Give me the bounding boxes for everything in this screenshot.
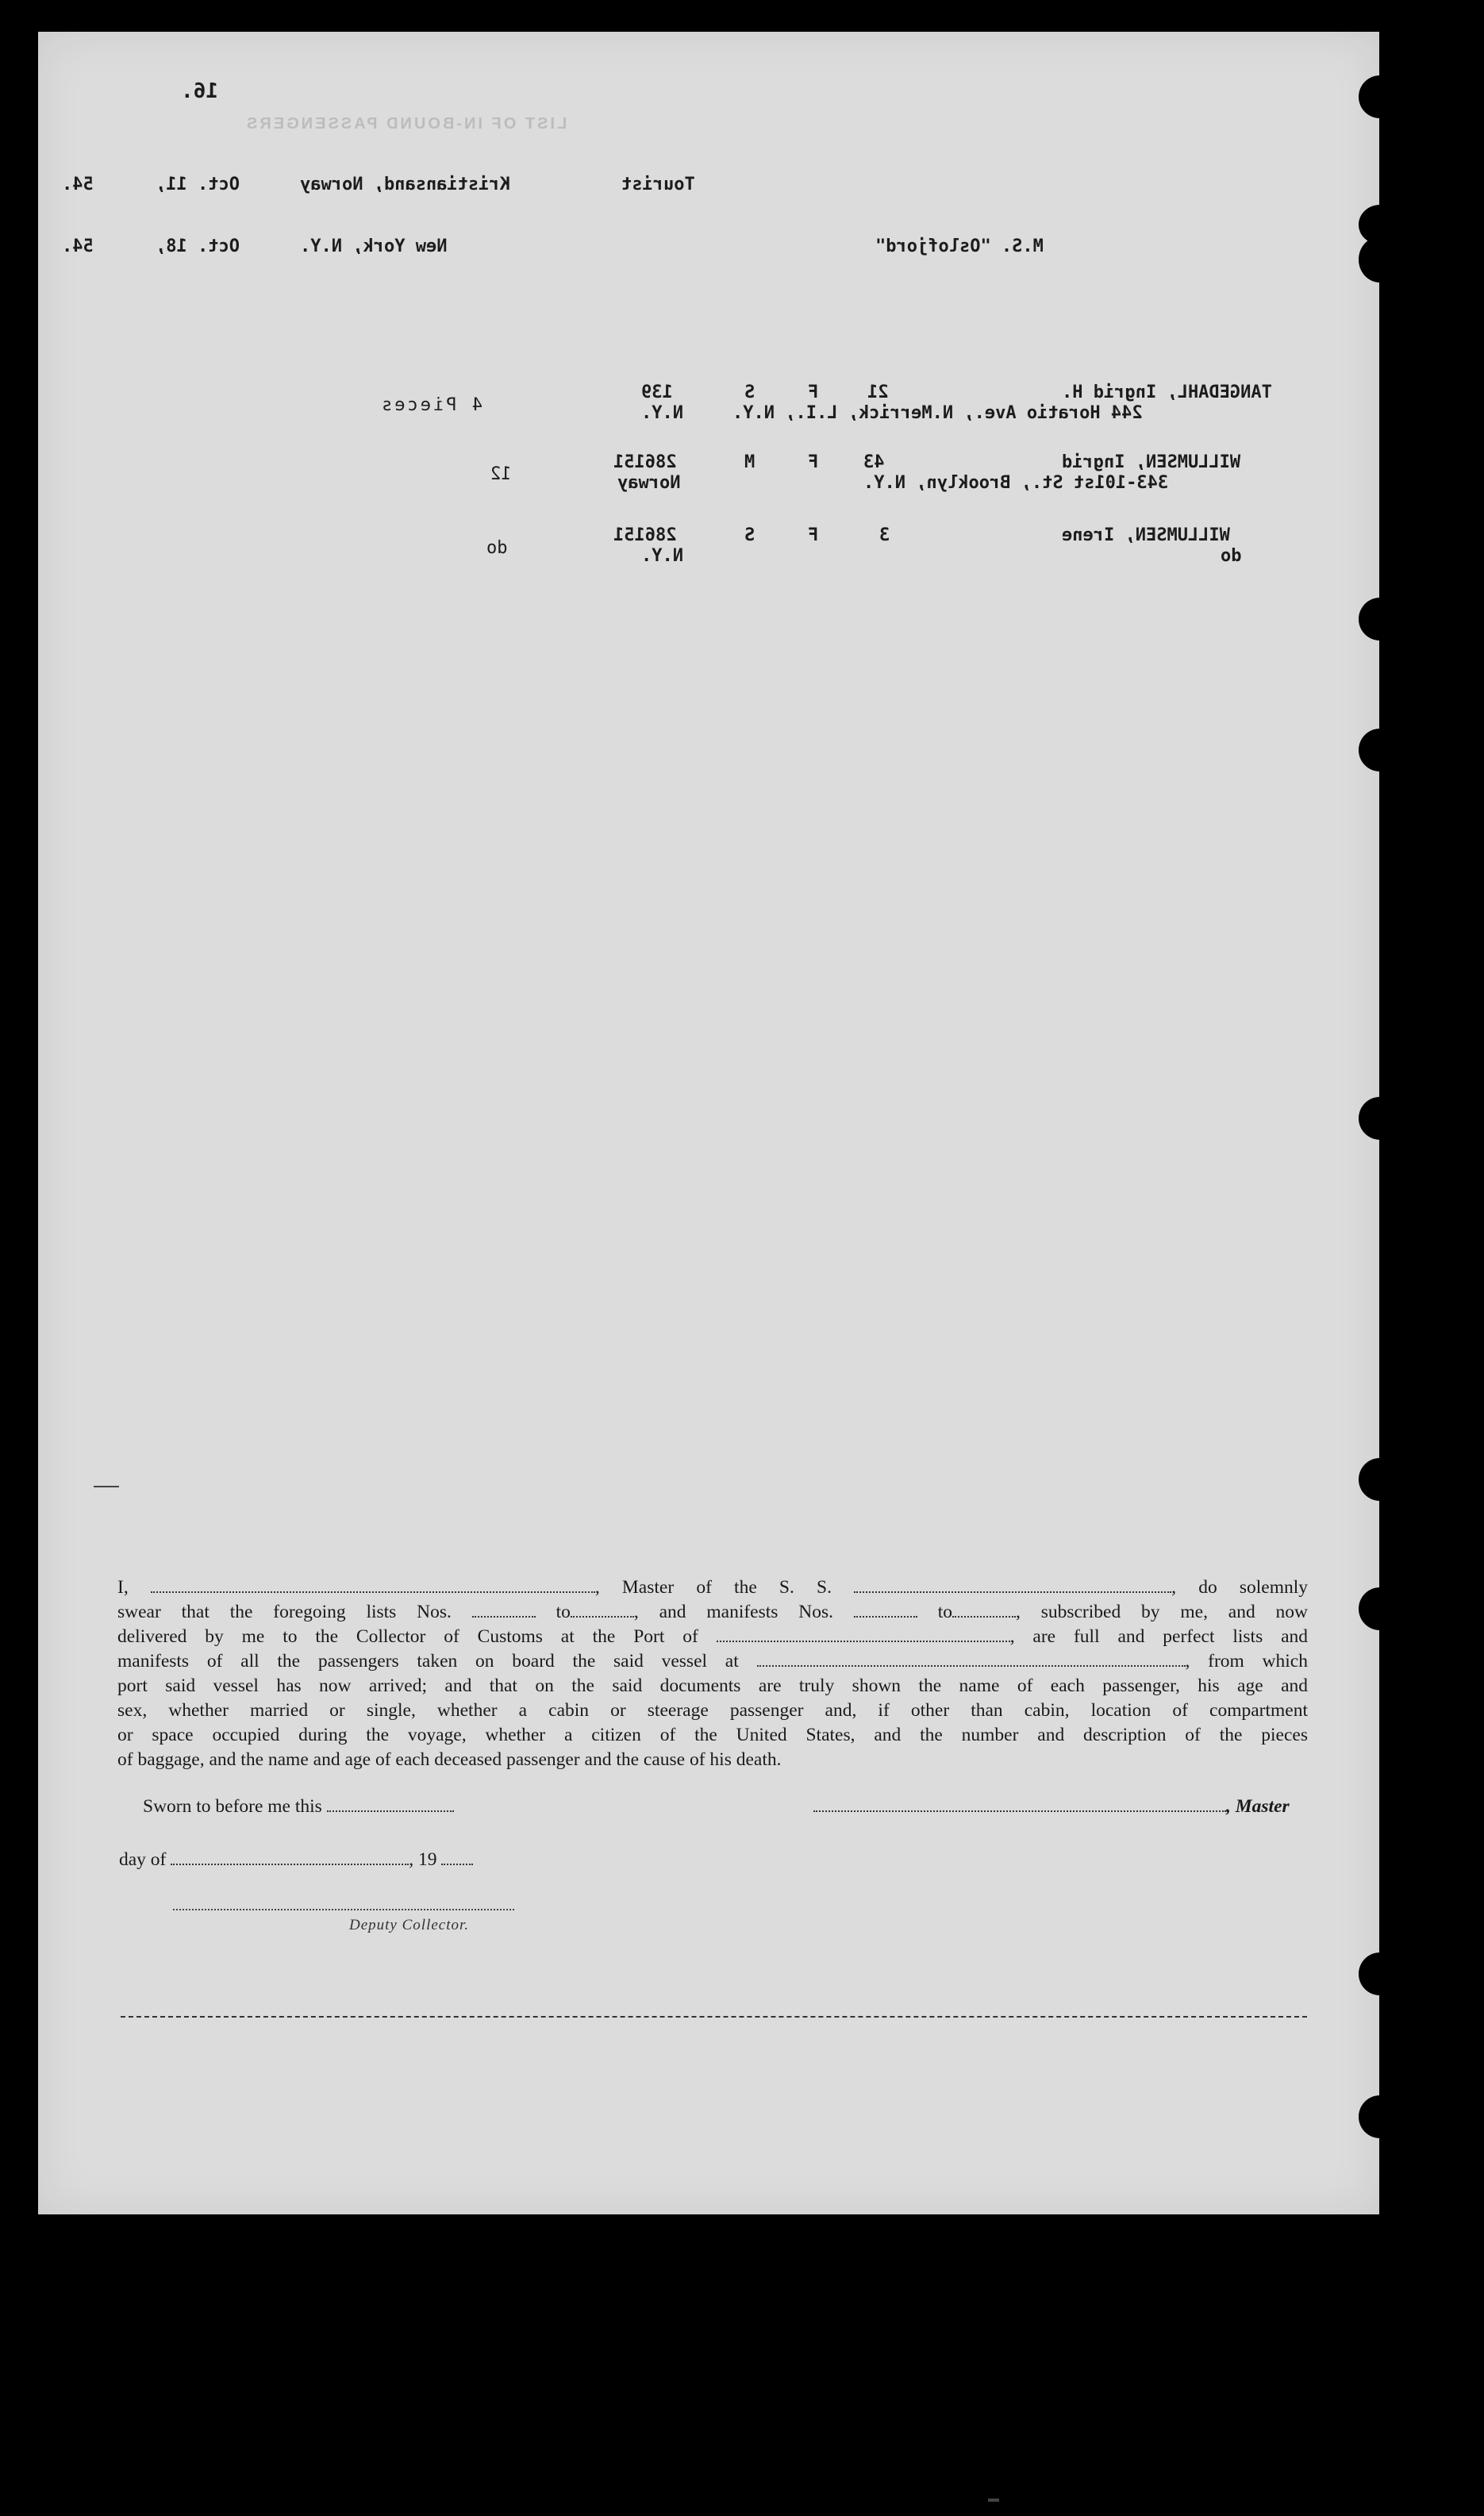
page-number: 16. — [181, 79, 218, 103]
passenger-baggage: 12 — [490, 464, 512, 484]
passenger-age: 43 — [863, 452, 885, 472]
blank-embark-port — [757, 1664, 1186, 1667]
oath-line — [117, 1575, 1308, 1600]
oath-text: , from which — [1185, 1651, 1308, 1672]
oath-text: I, — [117, 1577, 129, 1598]
sworn-line — [143, 1796, 454, 1818]
header-year-arrival: 54. — [62, 237, 94, 256]
blank-manifest-from — [854, 1615, 917, 1618]
passenger-passport-place: N.Y. — [641, 546, 683, 566]
punch-hole — [1359, 1587, 1401, 1630]
header-year-from: 54. — [62, 175, 94, 194]
header-class: Tourist — [621, 175, 695, 194]
punch-hole — [1359, 729, 1401, 771]
punch-hole — [1359, 1952, 1401, 1995]
blank-master-signature — [813, 1810, 1226, 1812]
header-from-port: Kristiansand, Norway — [300, 175, 510, 194]
oath-text: manifests of all the passengers taken on board the said vessel at — [117, 1651, 739, 1672]
oath-text: , do solemnly — [1171, 1577, 1309, 1598]
oath-text: to — [556, 1602, 571, 1622]
day-of-label: day of — [119, 1849, 167, 1870]
bottom-rule — [121, 2016, 1307, 2018]
header-from-date: Oct. 11, — [156, 175, 240, 194]
oath-line: port said vessel has now arrived; and that on the said documents are truly shown the name of each passenger, his age and — [117, 1675, 1308, 1696]
oath-text: , subscribed by me, and now — [1015, 1602, 1309, 1622]
passenger-passport-place: N.Y. — [641, 403, 683, 423]
oath-line: sex, whether married or single, whether a cabin or steerage passenger and, if other than cabin, location of compartment — [117, 1700, 1308, 1721]
passenger-address: 343-101st St., Brooklyn, N.Y. — [863, 473, 1169, 493]
punch-hole — [1359, 2095, 1401, 2138]
passenger-passport: 139 — [641, 383, 673, 402]
manifest-page — [38, 32, 1379, 2214]
header-arrival-date: Oct. 18, — [156, 237, 240, 256]
punch-hole — [1359, 75, 1401, 118]
punch-hole — [1359, 237, 1401, 283]
oath-line — [117, 1600, 1308, 1625]
passenger-address: 244 Horatio Ave., N.Merrick, L.I., N.Y. — [732, 403, 1143, 423]
passenger-marital: S — [744, 383, 755, 402]
blank-port — [717, 1640, 1010, 1642]
passenger-sex: F — [808, 452, 819, 472]
blank-month — [171, 1863, 409, 1865]
master-label: , Master — [1226, 1796, 1290, 1817]
blank-list-from — [472, 1615, 536, 1618]
passenger-passport: 286151 — [613, 452, 677, 472]
passenger-marital: S — [744, 525, 755, 545]
oath-line: of baggage, and the name and age of each deceased passenger and the cause of his death. — [117, 1749, 782, 1770]
passenger-age: 3 — [879, 525, 890, 545]
master-oath — [117, 1575, 1308, 1772]
passenger-name: TANGEDAHL, Ingrid H. — [1062, 383, 1272, 402]
passenger-age: 21 — [867, 383, 889, 402]
oath-text: delivered by me to the Collector of Customs at the Port of — [117, 1626, 698, 1647]
blank-list-to — [571, 1615, 634, 1618]
passenger-name: WILLUMSEN, Ingrid — [1062, 452, 1241, 472]
header-vessel: M.S. "Oslofjord" — [875, 237, 1044, 256]
blank-vessel-name — [854, 1591, 1171, 1593]
blank-master-name — [151, 1591, 595, 1593]
passenger-name: WILLUMSEN, Irene — [1062, 525, 1230, 545]
passenger-sex: F — [808, 525, 819, 545]
header-arrival-port: New York, N.Y. — [300, 237, 448, 256]
day-of-line — [119, 1849, 473, 1871]
punch-hole — [1359, 1458, 1401, 1501]
oath-line — [117, 1625, 1308, 1649]
deputy-signature-line — [173, 1909, 514, 1910]
passenger-passport: 286151 — [613, 525, 677, 545]
oath-line: or space occupied during the voyage, whether a citizen of the United States, and the number and description of the pieces — [117, 1725, 1308, 1745]
margin-mark — [94, 1486, 119, 1487]
blank-year — [441, 1863, 473, 1865]
sworn-label: Sworn to before me this — [143, 1796, 322, 1817]
scan-mark — [988, 2499, 999, 2502]
passenger-address: do — [1221, 546, 1242, 566]
oath-text: to — [937, 1602, 952, 1622]
punch-hole — [1359, 598, 1401, 641]
punch-hole — [1359, 1097, 1401, 1140]
oath-text: , and manifests Nos. — [633, 1602, 834, 1622]
master-signature-line — [813, 1796, 1290, 1818]
passenger-baggage: do — [486, 538, 508, 558]
deputy-collector-label: Deputy Collector. — [349, 1917, 470, 1933]
oath-text: swear that the foregoing lists Nos. — [117, 1602, 452, 1622]
passenger-sex: F — [808, 383, 819, 402]
blank-sworn-day — [327, 1810, 454, 1812]
oath-text: , are full and perfect lists and — [1009, 1626, 1309, 1647]
blank-manifest-to — [952, 1615, 1016, 1618]
passenger-marital: M — [744, 452, 755, 472]
passenger-baggage: 4 Pieces — [379, 395, 482, 415]
oath-line — [117, 1649, 1308, 1674]
ghost-title: LIST OF IN-BOUND PASSENGERS — [244, 115, 567, 133]
year-prefix: , 19 — [409, 1849, 437, 1870]
passenger-passport-place: Norway — [617, 473, 681, 493]
oath-text: , Master of the S. S. — [594, 1577, 832, 1598]
